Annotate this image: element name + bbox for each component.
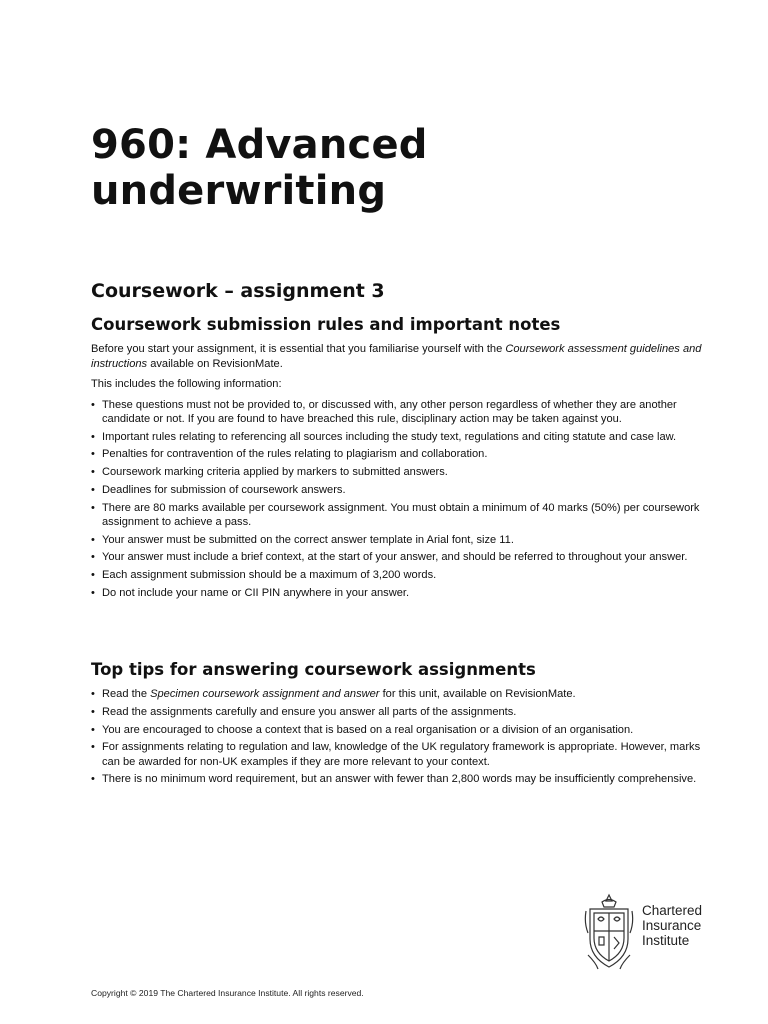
list-item: • There are 80 marks available per coursework assignment. You must obtain a minimum of 40 marks (50%) per coursework assignment to achieve a pass. [91, 501, 713, 529]
logo-line-3: Institute [642, 933, 690, 948]
copyright-notice: Copyright © 2019 The Chartered Insurance Institute. All rights reserved. [91, 988, 364, 998]
logo-wordmark [642, 903, 702, 948]
list-item: • There is no minimum word requirement, but an answer with fewer than 2,800 words may be insufficiently comprehensive. [91, 772, 713, 786]
crest-icon [584, 893, 634, 971]
top-tips-section [91, 659, 713, 790]
list-item: • Coursework marking criteria applied by markers to submitted answers. [91, 465, 713, 479]
list-item: • These questions must not be provided to, or discussed with, any other person regardless of whether they are another candidate or not. If you are found to have breached this rule, disciplinary action may be taken against you. [91, 398, 713, 426]
rules-list [91, 398, 713, 601]
list-item: • Important rules relating to referencing all sources including the study text, regulations and citing statute and case law. [91, 430, 713, 444]
list-item: • For assignments relating to regulation and law, knowledge of the UK regulatory framework is appropriate. However, marks can be awarded for non-UK examples if they are more relevant to your context. [91, 740, 713, 768]
intro-text-end: available on RevisionMate. [147, 357, 283, 370]
logo-line-2: Insurance [642, 918, 702, 933]
logo-line-1: Chartered [642, 903, 703, 918]
tip-text-end: for this unit, available on RevisionMate. [379, 688, 576, 700]
submission-rules-section [91, 314, 713, 604]
list-item: • Read the assignments carefully and ensure you answer all parts of the assignments. [91, 705, 713, 719]
submission-rules-heading: Coursework submission rules and important notes [91, 315, 561, 334]
list-item: • Deadlines for submission of coursework answers. [91, 483, 713, 497]
title-line-1: 960: Advanced [91, 122, 428, 168]
assignment-subtitle: Coursework – assignment 3 [91, 280, 385, 302]
list-item: • You are encouraged to choose a context that is based on a real organisation or a division of an organisation. [91, 723, 713, 737]
intro-paragraph [91, 342, 713, 371]
list-item [91, 687, 713, 701]
intro-text-start: Before you start your assignment, it is essential that you familiarise yourself with the [91, 343, 506, 355]
cii-logo [584, 893, 724, 973]
tips-list [91, 687, 713, 787]
title-line-2: underwriting [91, 168, 387, 214]
list-item: • Each assignment submission should be a maximum of 3,200 words. [91, 568, 713, 582]
list-item: • Your answer must include a brief context, at the start of your answer, and should be referred to throughout your answer. [91, 550, 713, 564]
guidelines-reference: Coursework assessment guidelines and instructions [91, 343, 702, 370]
includes-paragraph: This includes the following information: [91, 378, 282, 390]
tip-text-start: Read the [102, 688, 151, 700]
specimen-reference: Specimen coursework assignment and answer [150, 688, 380, 700]
list-item: • Penalties for contravention of the rules relating to plagiarism and collaboration. [91, 447, 713, 461]
page-title [91, 122, 691, 214]
list-item: • Your answer must be submitted on the correct answer template in Arial font, size 11. [91, 533, 713, 547]
top-tips-heading: Top tips for answering coursework assignments [91, 660, 536, 679]
list-item: • Do not include your name or CII PIN anywhere in your answer. [91, 586, 713, 600]
